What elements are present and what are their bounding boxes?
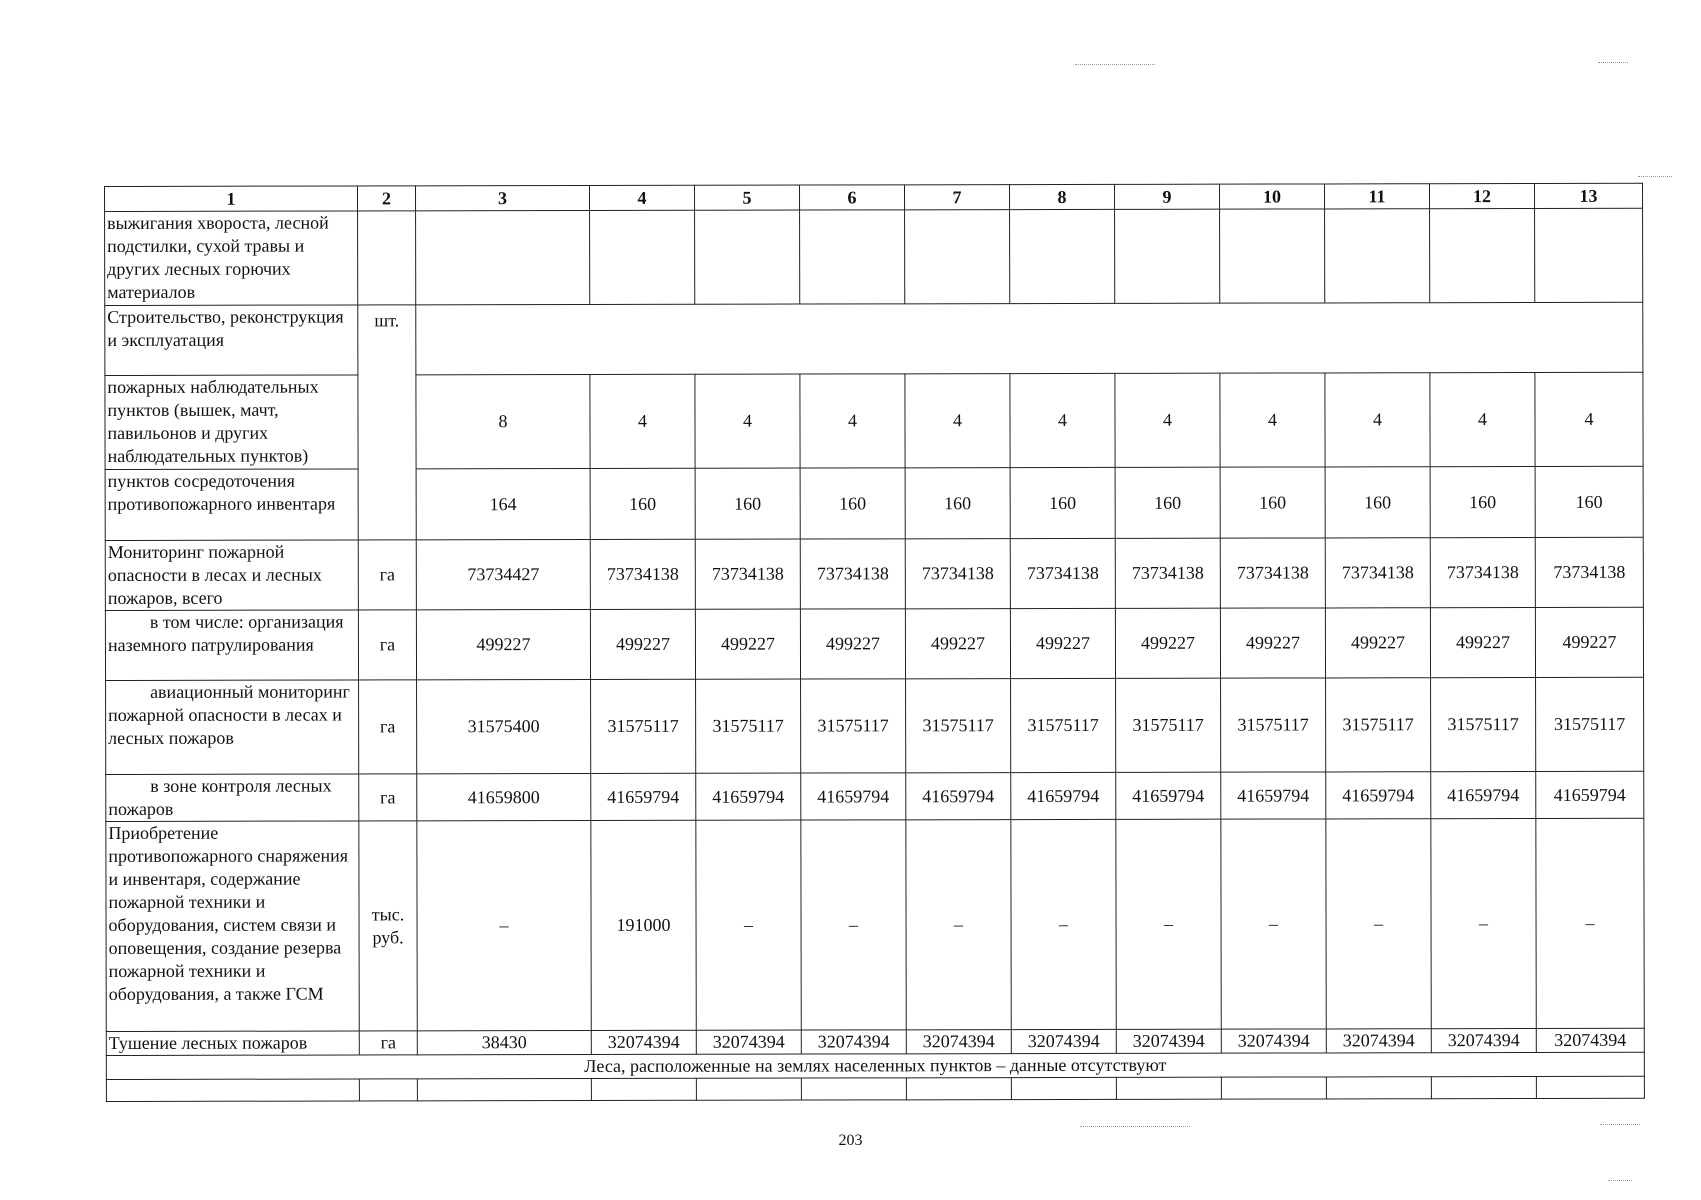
value-cell: 41659800 — [417, 773, 591, 820]
value-cell: 499227 — [1220, 608, 1325, 678]
scan-artifact — [1080, 1126, 1190, 1127]
value-cell: 499227 — [800, 609, 905, 679]
value-cell: 73734138 — [1010, 538, 1115, 608]
value-cell: 31575117 — [591, 679, 696, 773]
empty-cell — [1431, 1077, 1536, 1099]
empty-cell — [906, 1078, 1011, 1100]
scan-artifact — [1608, 1180, 1632, 1181]
value-cell: 499227 — [1115, 608, 1220, 678]
value-cell: 499227 — [1325, 608, 1430, 678]
row-label: Тушение лесных пожаров — [106, 1031, 359, 1056]
empty-cell — [106, 1079, 359, 1102]
value-cell: 32074394 — [696, 1030, 801, 1054]
value-cell: 191000 — [591, 820, 696, 1030]
unit-cell: га — [359, 680, 417, 774]
col-header: 12 — [1429, 184, 1534, 209]
col-header: 6 — [799, 185, 904, 210]
value-cell: 73734138 — [1325, 538, 1430, 608]
value-cell: 8 — [416, 374, 590, 468]
value-cell — [416, 210, 590, 304]
scan-artifact — [1075, 64, 1155, 65]
empty-cell — [1221, 1077, 1326, 1099]
value-cell: 4 — [800, 374, 905, 468]
value-cell: – — [1431, 819, 1536, 1029]
value-cell: 160 — [1220, 467, 1325, 538]
value-cell: 38430 — [417, 1030, 591, 1054]
value-cell: 4 — [695, 374, 800, 468]
unit-cell: га — [359, 1031, 417, 1055]
row-label: Мониторинг пожарной опасности в лесах и лесных пожаров, всего — [105, 540, 358, 611]
empty-cell — [417, 1078, 591, 1100]
value-cell: – — [1221, 819, 1326, 1029]
col-header: 7 — [904, 185, 1009, 210]
value-cell: 160 — [1535, 466, 1643, 537]
unit-cell: га — [359, 774, 417, 821]
value-cell: 4 — [1535, 372, 1643, 466]
value-cell: 160 — [905, 468, 1010, 539]
value-cell: 160 — [695, 468, 800, 539]
value-cell: 499227 — [590, 609, 695, 679]
value-cell: 31575117 — [1011, 678, 1116, 772]
value-cell: 41659794 — [696, 773, 801, 820]
value-cell: 41659794 — [1116, 772, 1221, 819]
unit-cell — [358, 211, 416, 305]
value-cell: – — [1326, 819, 1431, 1029]
col-header: 8 — [1009, 184, 1114, 209]
empty-cell — [1536, 1076, 1644, 1098]
row-label: пунктов сосредоточения противопожарного инвентаря — [105, 469, 358, 541]
col-header: 13 — [1534, 183, 1642, 208]
value-cell: 31575117 — [1221, 678, 1326, 772]
value-cell: 32074394 — [1326, 1029, 1431, 1053]
col-header: 1 — [105, 186, 358, 212]
merged-cell — [416, 302, 1643, 375]
value-cell: 160 — [1010, 467, 1115, 538]
value-cell: 32074394 — [801, 1030, 906, 1054]
row-label: Приобретение противопожарного снаряжения и инвентаря, содержание пожарной техники и оборудования, систем связи и оповещения, создание резерва пожарной техники и оборудования, а также ГСМ — [106, 821, 359, 1032]
value-cell: 31575400 — [417, 679, 591, 773]
value-cell — [1325, 209, 1430, 303]
value-cell: 4 — [1010, 373, 1115, 467]
value-cell: 31575117 — [1326, 678, 1431, 772]
value-cell: – — [1116, 819, 1221, 1029]
table-row — [106, 818, 1644, 1031]
value-cell: 31575117 — [906, 679, 1011, 773]
value-cell: – — [417, 820, 591, 1030]
col-header: 2 — [358, 186, 416, 211]
value-cell — [1535, 208, 1643, 302]
row-label: в том числе: организация наземного патрулирования — [105, 610, 358, 681]
value-cell: 73734138 — [1115, 538, 1220, 608]
table-row — [105, 372, 1643, 469]
value-cell: – — [1536, 818, 1644, 1028]
value-cell: 31575117 — [1116, 678, 1221, 772]
value-cell: – — [801, 820, 906, 1030]
row-label: выжигания хвороста, лесной подстилки, сухой травы и других лесных горючих материалов — [105, 211, 358, 306]
value-cell: 31575117 — [801, 679, 906, 773]
value-cell: 32074394 — [1431, 1029, 1536, 1053]
table-row — [106, 1028, 1644, 1055]
value-cell: 32074394 — [1011, 1029, 1116, 1053]
value-cell: 499227 — [1430, 608, 1535, 678]
value-cell: 499227 — [1010, 608, 1115, 678]
value-cell: 4 — [590, 374, 695, 468]
scan-artifact — [1598, 62, 1628, 63]
scan-artifact — [1600, 1124, 1640, 1125]
value-cell: 41659794 — [591, 773, 696, 820]
value-cell: 164 — [416, 468, 590, 539]
value-cell: 499227 — [905, 609, 1010, 679]
value-cell: – — [1011, 819, 1116, 1029]
value-cell: 32074394 — [1536, 1028, 1644, 1052]
empty-cell — [1011, 1077, 1116, 1099]
value-cell — [590, 210, 695, 304]
value-cell — [1010, 209, 1115, 303]
value-cell: 499227 — [1535, 607, 1643, 677]
col-header: 10 — [1219, 184, 1324, 209]
value-cell: 160 — [1325, 467, 1430, 538]
col-header: 3 — [416, 185, 590, 210]
value-cell: 41659794 — [1011, 772, 1116, 819]
value-cell: 4 — [1430, 373, 1535, 467]
value-cell: 4 — [1325, 373, 1430, 467]
value-cell: 160 — [590, 468, 695, 539]
table-row — [105, 607, 1643, 680]
empty-cell — [801, 1078, 906, 1100]
value-cell: 31575117 — [1536, 677, 1644, 771]
unit-cell: шт. — [358, 305, 416, 540]
column-number-row — [105, 183, 1643, 211]
value-cell: 41659794 — [801, 773, 906, 820]
row-label: в зоне контроля лесных пожаров — [106, 774, 359, 822]
value-cell — [1115, 209, 1220, 303]
value-cell: 73734427 — [416, 539, 590, 609]
value-cell: 32074394 — [906, 1030, 1011, 1054]
table-row — [105, 466, 1643, 540]
value-cell: 41659794 — [1221, 772, 1326, 819]
value-cell: – — [696, 820, 801, 1030]
table-row — [105, 302, 1643, 375]
row-label: пожарных наблюдательных пунктов (вышек, мачт, павильонов и других наблюдательных пунктов) — [105, 375, 358, 470]
value-cell: 41659794 — [906, 773, 1011, 820]
table-row — [105, 537, 1643, 610]
value-cell: 73734138 — [1430, 538, 1535, 608]
value-cell: 73734138 — [695, 539, 800, 609]
value-cell: 73734138 — [1535, 537, 1643, 607]
value-cell: 73734138 — [800, 539, 905, 609]
unit-cell: тыс. руб. — [359, 821, 417, 1031]
col-header: 5 — [694, 185, 799, 210]
empty-cell — [359, 1079, 417, 1101]
value-cell: 160 — [1115, 467, 1220, 538]
empty-cell — [1116, 1077, 1221, 1099]
value-cell: 499227 — [695, 609, 800, 679]
value-cell — [1430, 209, 1535, 303]
empty-cell — [696, 1078, 801, 1100]
note-row: Леса, расположенные на землях населенных пунктов – данные отсутствуют — [106, 1052, 1644, 1079]
value-cell: 4 — [1220, 373, 1325, 467]
table-row — [105, 208, 1643, 305]
value-cell: 41659794 — [1536, 771, 1644, 818]
value-cell — [800, 210, 905, 304]
table-row — [106, 1052, 1644, 1079]
unit-cell: га — [358, 540, 416, 610]
value-cell: 32074394 — [1116, 1029, 1221, 1053]
row-label: Строительство, реконструкция и эксплуатация — [105, 305, 358, 376]
table-row — [106, 1076, 1644, 1101]
table-row — [106, 771, 1644, 821]
value-cell: 41659794 — [1326, 772, 1431, 819]
value-cell: 4 — [905, 374, 1010, 468]
value-cell: 41659794 — [1431, 772, 1536, 819]
value-cell: 32074394 — [1221, 1029, 1326, 1053]
empty-cell — [591, 1078, 696, 1100]
value-cell: 73734138 — [905, 539, 1010, 609]
empty-cell — [1326, 1077, 1431, 1099]
col-header: 11 — [1324, 184, 1429, 209]
value-cell — [905, 210, 1010, 304]
value-cell: – — [906, 820, 1011, 1030]
forest-fire-table — [104, 183, 1645, 1102]
value-cell: 32074394 — [591, 1030, 696, 1054]
value-cell: 4 — [1115, 373, 1220, 467]
value-cell — [695, 210, 800, 304]
scan-artifact — [1638, 176, 1672, 177]
unit-cell: га — [358, 610, 416, 680]
value-cell: 73734138 — [1220, 538, 1325, 608]
value-cell: 160 — [800, 468, 905, 539]
value-cell: 31575117 — [1431, 678, 1536, 772]
row-label: авиационный мониторинг пожарной опасности в лесах и лесных пожаров — [106, 680, 359, 775]
value-cell: 73734138 — [590, 539, 695, 609]
col-header: 4 — [590, 185, 695, 210]
value-cell — [1220, 209, 1325, 303]
col-header: 9 — [1114, 184, 1219, 209]
page-number: 203 — [838, 1132, 863, 1149]
value-cell: 499227 — [416, 609, 590, 679]
table-row — [106, 677, 1644, 774]
value-cell: 160 — [1430, 467, 1535, 538]
value-cell: 31575117 — [696, 679, 801, 773]
